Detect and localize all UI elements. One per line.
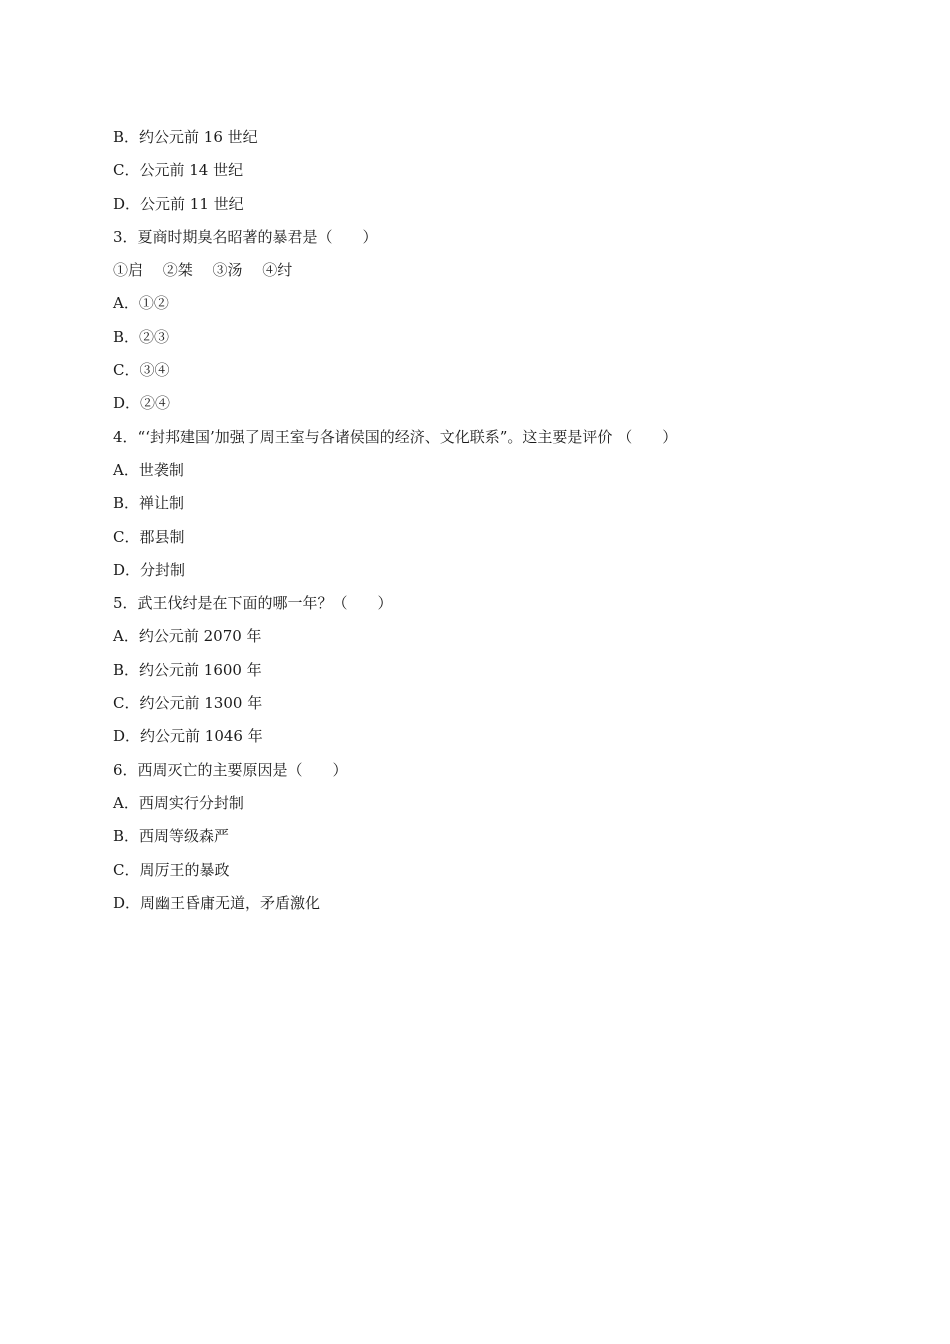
q2-option-c: C．公元前 14 世纪 <box>113 161 244 180</box>
q4-option-a: A．世袭制 <box>113 460 184 479</box>
q4-option-d: D．分封制 <box>113 560 186 579</box>
q5-option-a: A．约公元前 2070 年 <box>113 627 262 646</box>
q5-option-c: C．约公元前 1300 年 <box>113 694 263 713</box>
q5-option-d: D．约公元前 1046 年 <box>113 727 263 746</box>
q3-stem: 3．夏商时期臭名昭著的暴君是（ ） <box>113 227 378 246</box>
q2-option-b: B．约公元前 16 世纪 <box>113 128 258 146</box>
q3-option-a: A．①② <box>113 294 169 313</box>
q6-option-a: A．西周实行分封制 <box>113 793 244 812</box>
q4-option-c: C．郡县制 <box>113 527 185 546</box>
q6-stem: 6．西周灭亡的主要原因是（ ） <box>113 760 348 779</box>
q3-choices-line: ①启 ②桀 ③汤 ④纣 <box>113 261 293 280</box>
q5-stem: 5．武王伐纣是在下面的哪一年？（ ） <box>113 594 393 613</box>
exam-page <box>113 124 853 923</box>
q3-option-d: D．②④ <box>113 394 171 413</box>
q6-option-d: D．周幽王昏庸无道，矛盾激化 <box>113 893 321 912</box>
q4-stem: 4．“‘封邦建国’加强了周王室与各诸侯国的经济、文化联系”。这主要是评价 （ ） <box>113 427 678 446</box>
q3-option-b: B．②③ <box>113 327 170 346</box>
q4-option-b: B．禅让制 <box>113 494 185 513</box>
q2-option-d: D．公元前 11 世纪 <box>113 194 244 213</box>
q3-option-c: C．③④ <box>113 361 170 380</box>
q6-option-c: C．周厉王的暴政 <box>113 860 230 879</box>
q6-option-b: B．西周等级森严 <box>113 827 230 846</box>
q5-option-b: B．约公元前 1600 年 <box>113 660 262 679</box>
